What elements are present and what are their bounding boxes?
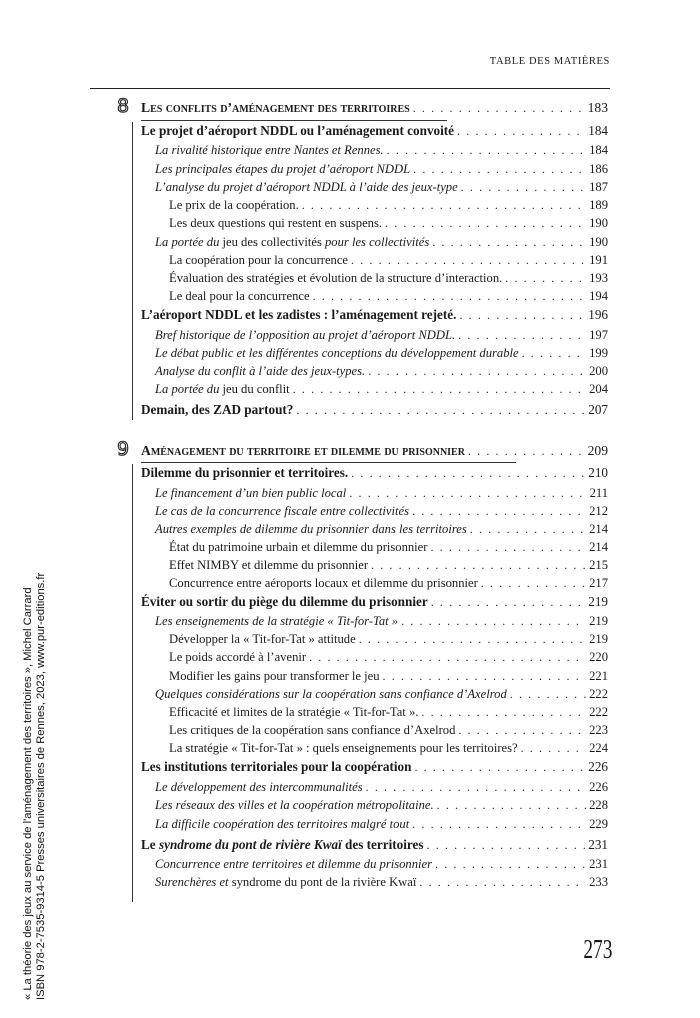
toc-entry[interactable]: La stratégie « Tit-for-Tat » : quels enseignements pour les territoires? . . . 224 bbox=[169, 741, 608, 756]
toc-entry[interactable]: Surenchères et syndrome du pont de la rivière Kwaï . . . 233 bbox=[155, 875, 608, 890]
toc-entry[interactable]: La difficile coopération des territoires malgré tout . . . 229 bbox=[155, 817, 608, 832]
toc-entry[interactable]: Les enseignements de la stratégie « Tit-for-Tat » . . . 219 bbox=[155, 614, 608, 629]
toc-entry[interactable]: Le projet d’aéroport NDDL ou l’aménagement convoité . . . 184 bbox=[141, 123, 608, 139]
toc-entry[interactable]: Autres exemples de dilemme du prisonnier dans les territoires . . . 214 bbox=[155, 522, 608, 537]
toc-entry[interactable]: Le prix de la coopération. . . . 189 bbox=[169, 198, 608, 213]
toc-entry[interactable]: Demain, des ZAD partout? . . . 207 bbox=[141, 402, 608, 418]
toc-entry[interactable]: Effet NIMBY et dilemme du prisonnier . . . 215 bbox=[169, 558, 608, 573]
toc-entry[interactable]: L’aéroport NDDL et les zadistes : l’aménagement rejeté. . . . 196 bbox=[141, 307, 608, 323]
copyright-line: « La théorie des jeux au service de l'aménagement des territoires », Michel Carrard bbox=[22, 587, 34, 1000]
toc-entry[interactable]: Le financement d’un bien public local . . . 211 bbox=[155, 486, 608, 501]
toc-entry[interactable]: Le poids accordé à l’avenir . . . 220 bbox=[169, 650, 608, 665]
chapter-8-underline bbox=[141, 120, 447, 121]
chapter-9-bar bbox=[132, 464, 133, 902]
toc-entry[interactable]: Les deux questions qui restent en suspens. . . . 190 bbox=[169, 216, 608, 231]
toc-entry[interactable]: Les critiques de la coopération sans confiance d’Axelrod . . . 223 bbox=[169, 723, 608, 738]
toc-entry[interactable]: La rivalité historique entre Nantes et Rennes. . . . 184 bbox=[155, 143, 608, 158]
header-rule bbox=[90, 88, 610, 89]
toc-entry[interactable]: Efficacité et limites de la stratégie « Tit-for-Tat ». . . . 222 bbox=[169, 705, 608, 720]
toc-entry[interactable]: Évaluation des stratégies et évolution de la structure d’interaction. . . . 193 bbox=[169, 271, 608, 286]
toc-entry[interactable]: Le cas de la concurrence fiscale entre collectivités . . . 212 bbox=[155, 504, 608, 519]
toc-entry[interactable]: La portée du jeu du conflit . . . 204 bbox=[155, 382, 608, 397]
toc-entry[interactable]: Développer la « Tit-for-Tat » attitude . . . 219 bbox=[169, 632, 608, 647]
toc-entry[interactable]: La portée du jeu des collectivités pour les collectivités . . . 190 bbox=[155, 235, 608, 250]
toc-entry[interactable]: Éviter ou sortir du piège du dilemme du prisonnier . . . 219 bbox=[141, 594, 608, 610]
chapter-9-underline bbox=[141, 462, 516, 463]
page-number: 273 bbox=[582, 934, 612, 964]
toc-entry[interactable]: État du patrimoine urbain et dilemme du prisonnier . . . 214 bbox=[169, 540, 608, 555]
chapter-9-number: 9 bbox=[117, 438, 130, 460]
toc-entry[interactable]: Les réseaux des villes et la coopération métropolitaine. . . . 228 bbox=[155, 798, 608, 813]
toc-entry[interactable]: Quelques considérations sur la coopération sans confiance d’Axelrod . . . 222 bbox=[155, 687, 608, 702]
copyright-notice bbox=[22, 440, 48, 1000]
toc-entry[interactable]: Dilemme du prisonnier et territoires. . . . 210 bbox=[141, 465, 608, 481]
running-head: TABLE DES MATIÈRES bbox=[489, 56, 610, 67]
chapter-8-bar bbox=[132, 122, 133, 420]
toc-entry[interactable]: Modifier les gains pour transformer le jeu . . . 221 bbox=[169, 669, 608, 684]
toc-entry[interactable]: Aménagement du territoire et dilemme du prisonnier . . . 209 bbox=[141, 443, 608, 459]
toc-entry[interactable]: Le syndrome du pont de rivière Kwaï des territoires . . . 231 bbox=[141, 837, 608, 853]
toc-entry[interactable]: Le développement des intercommunalités . . . 226 bbox=[155, 780, 608, 795]
toc-entry[interactable]: Analyse du conflit à l’aide des jeux-types. . . . 200 bbox=[155, 364, 608, 379]
toc-entry[interactable]: Les institutions territoriales pour la coopération . . . 226 bbox=[141, 759, 608, 775]
toc-entry[interactable]: Les conflits d’aménagement des territoires . . . 183 bbox=[141, 100, 608, 116]
toc-entry[interactable]: Concurrence entre aéroports locaux et dilemme du prisonnier . . . 217 bbox=[169, 576, 608, 591]
toc-entry[interactable]: Le deal pour la concurrence . . . 194 bbox=[169, 289, 608, 304]
toc-entry[interactable]: L’analyse du projet d’aéroport NDDL à l’aide des jeux-type . . . 187 bbox=[155, 180, 608, 195]
toc-entry[interactable]: Le débat public et les différentes conceptions du développement durable . . . 199 bbox=[155, 346, 608, 361]
toc-entry[interactable]: Les principales étapes du projet d’aéroport NDDL . . . 186 bbox=[155, 162, 608, 177]
toc-entry[interactable]: Bref historique de l’opposition au projet d’aéroport NDDL. . . . 197 bbox=[155, 328, 608, 343]
toc-entry[interactable]: Concurrence entre territoires et dilemme du prisonnier . . . 231 bbox=[155, 857, 608, 872]
chapter-8-number: 8 bbox=[117, 95, 130, 117]
toc-entry[interactable]: La coopération pour la concurrence . . . 191 bbox=[169, 253, 608, 268]
copyright-line: ISBN 978-2-7535-9314-5 Presses universitaires de Rennes, 2023, www.pur-editions.fr bbox=[35, 572, 47, 1000]
